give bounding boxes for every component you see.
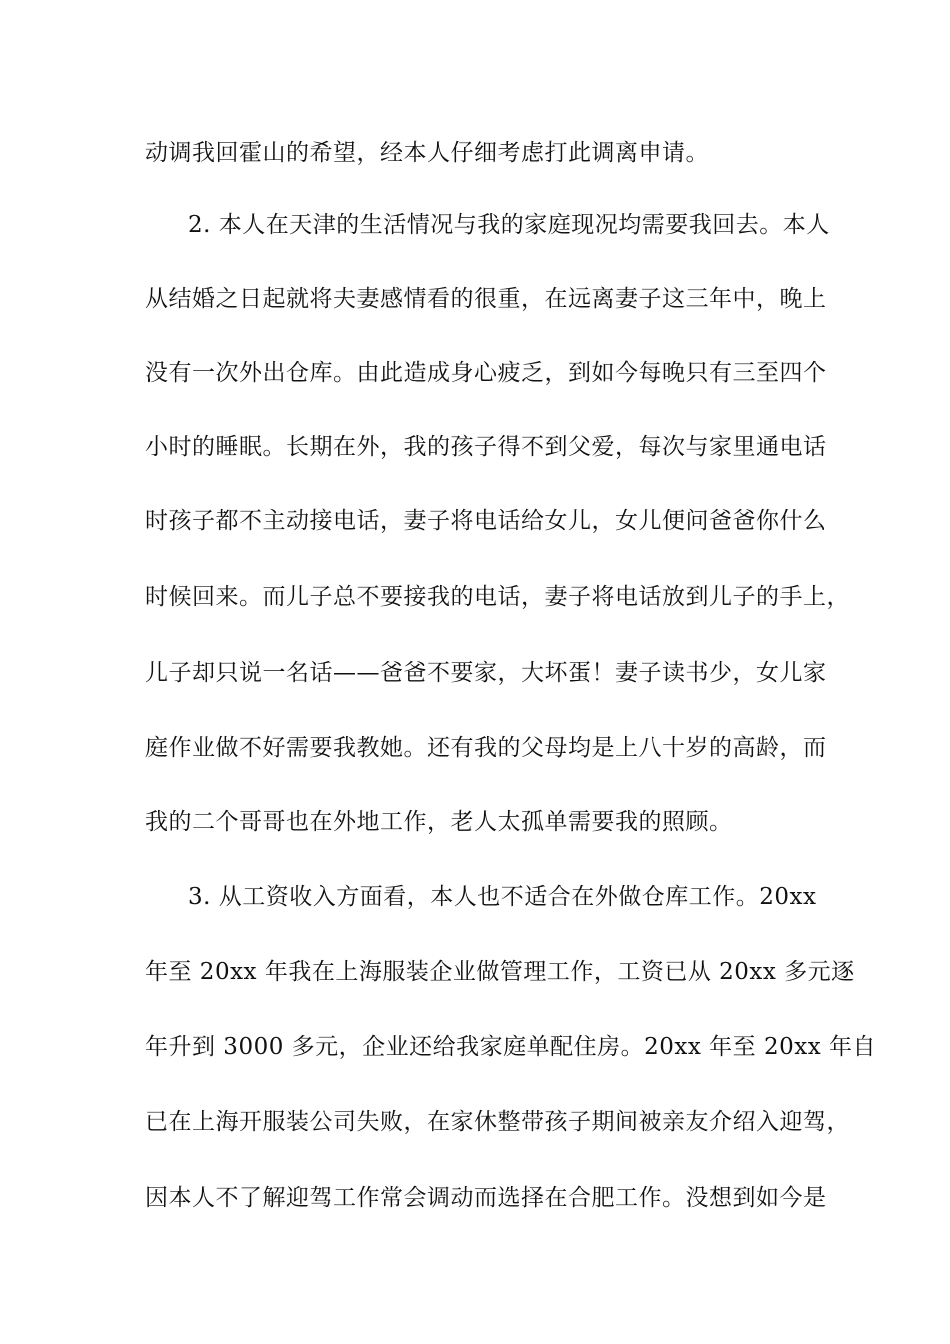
text-line: 时孩子都不主动接电话，妻子将电话给女儿，女儿便问爸爸你什么 — [145, 508, 827, 534]
text-line: 动调我回霍山的希望，经本人仔细考虑打此调离申请。 — [145, 140, 709, 166]
text-line: 庭作业做不好需要我教她。还有我的父母均是上八十岁的高龄，而 — [145, 735, 827, 761]
text-line: 从结婚之日起就将夫妻感情看的很重，在远离妻子这三年中，晚上 — [145, 286, 827, 312]
text-line: 时候回来。而儿子总不要接我的电话，妻子将电话放到儿子的手上， — [145, 584, 850, 610]
text-line: 因本人不了解迎驾工作常会调动而选择在合肥工作。没想到如今是 — [145, 1185, 827, 1211]
text-line: 没有一次外出仓库。由此造成身心疲乏，到如今每晚只有三至四个 — [145, 360, 827, 386]
text-line: 儿子却只说一名话——爸爸不要家，大坏蛋！妻子读书少，女儿家 — [145, 660, 827, 686]
paragraph-3-start: 3. 从工资收入方面看，本人也不适合在外做仓库工作。20xx — [188, 884, 817, 910]
text-line: 小时的睡眠。长期在外，我的孩子得不到父爱，每次与家里通电话 — [145, 434, 827, 460]
text-line: 年至 20xx 年我在上海服装企业做管理工作，工资已从 20xx 多元逐 — [145, 959, 855, 985]
paragraph-2-start: 2. 本人在天津的生活情况与我的家庭现况均需要我回去。本人 — [188, 212, 830, 238]
text-line: 我的二个哥哥也在外地工作，老人太孤单需要我的照顾。 — [145, 809, 733, 835]
text-line: 年升到 3000 多元，企业还给我家庭单配住房。20xx 年至 20xx 年自 — [145, 1034, 877, 1060]
text-line: 已在上海开服装公司失败，在家休整带孩子期间被亲友介绍入迎驾， — [145, 1109, 850, 1135]
